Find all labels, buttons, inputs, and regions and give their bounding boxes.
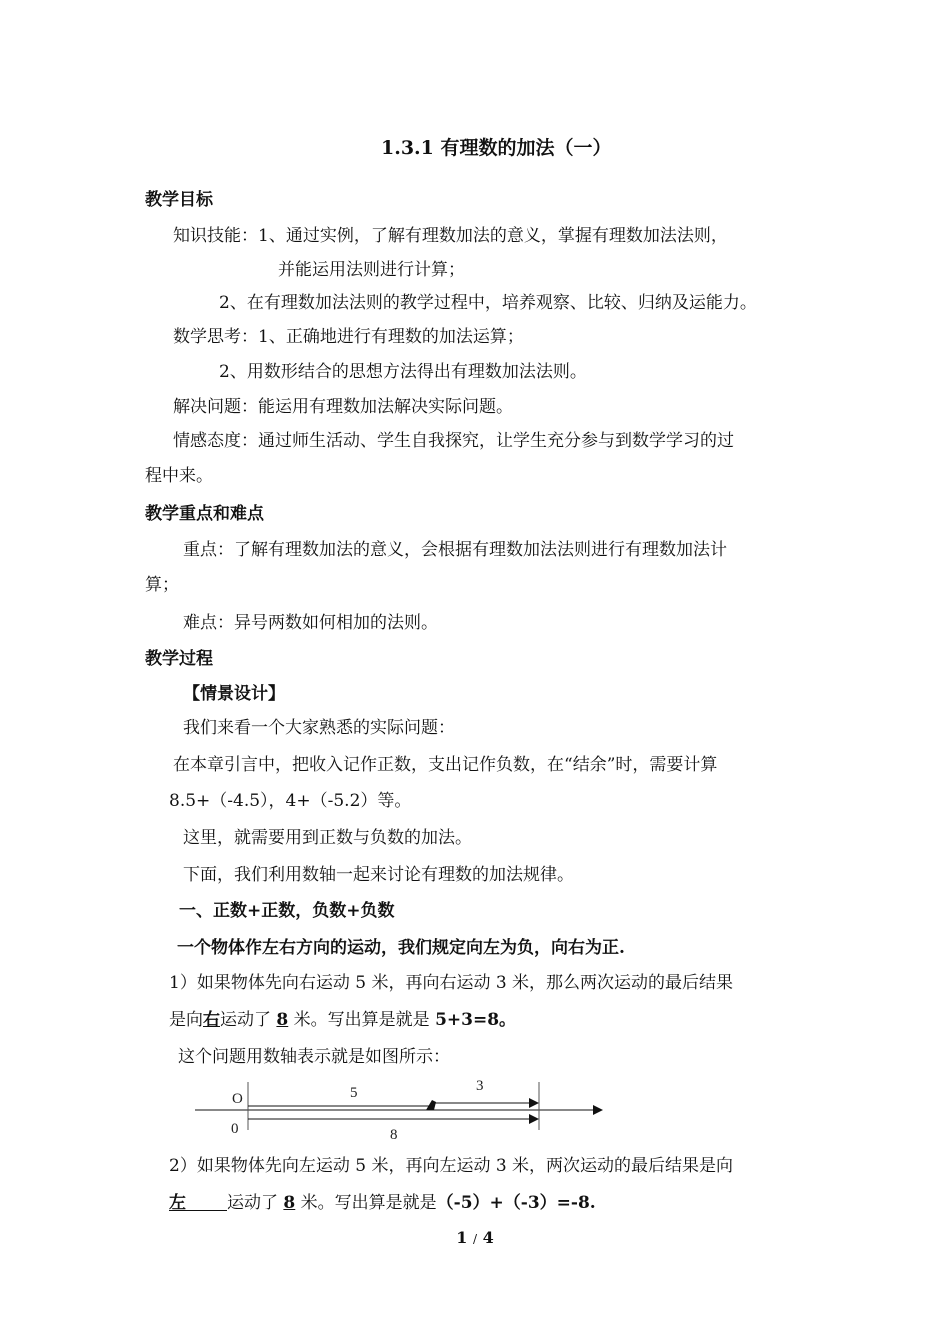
- total-pages: 4: [482, 1228, 494, 1247]
- question-2-middle: 运动了: [227, 1193, 284, 1213]
- question-1-line-1: 1）如果物体先向右运动 5 米，再向右运动 3 米，那么两次运动的最后结果: [169, 973, 734, 993]
- question-1-suffix: 米。写出算是就是: [288, 1010, 436, 1030]
- scene-design-label: 【情景设计】: [183, 684, 285, 704]
- goal-attitude-line-1: 情感态度：通过师生活动、学生自我探究，让学生充分参与到数学学习的过: [173, 431, 734, 451]
- goal-skill-line-2: 并能运用法则进行计算；: [278, 260, 465, 280]
- goal-thinking-1: 数学思考：1、正确地进行有理数的加法运算；: [173, 327, 524, 347]
- question-2-direction-blank: [169, 1192, 227, 1211]
- question-1-prefix: 是向: [169, 1010, 203, 1030]
- question-2-suffix: 米。写出算是就是: [295, 1193, 437, 1213]
- arrowhead-segment-5: [426, 1100, 436, 1110]
- question-1-middle: 运动了: [220, 1010, 277, 1030]
- goal-attitude-line-2: 程中来。: [145, 466, 213, 486]
- motion-convention: 一个物体作左右方向的运动，我们规定向左为负，向右为正.: [177, 938, 625, 958]
- question-1-line-2: [169, 1009, 516, 1031]
- process-paragraph-3: 这里，就需要用到正数与负数的加法。: [183, 828, 472, 848]
- segment-label-5: 5: [350, 1085, 358, 1101]
- key-focus-line-1: 重点：了解有理数加法的意义，会根据有理数加法法则进行有理数加法计: [183, 540, 727, 560]
- question-1-distance-answer: 8: [276, 1010, 289, 1030]
- question-1-diagram-intro: 这个问题用数轴表示就是如图所示：: [178, 1047, 450, 1067]
- segment-label-3: 3: [476, 1078, 484, 1094]
- question-1-equation: 5+3=8。: [435, 1010, 517, 1030]
- question-2-direction-answer: 左: [169, 1193, 186, 1213]
- process-paragraph-2-line-2: 8.5+（-4.5），4+（-5.2）等。: [169, 791, 412, 811]
- process-paragraph-4: 下面，我们利用数轴一起来讨论有理数的加法规律。: [183, 865, 574, 885]
- origin-label-upper: O: [232, 1091, 243, 1107]
- segment-label-8: 8: [390, 1127, 398, 1143]
- process-paragraph-2-line-1: 在本章引言中，把收入记作正数，支出记作负数，在“结余”时，需要计算: [173, 755, 718, 775]
- question-2-distance-answer: 8: [283, 1193, 296, 1213]
- process-paragraph-1: 我们来看一个大家熟悉的实际问题：: [183, 718, 455, 738]
- page-separator: /: [472, 1232, 478, 1246]
- question-2-line-2: [169, 1192, 596, 1214]
- goal-thinking-2: 2、用数形结合的思想方法得出有理数加法法则。: [219, 362, 587, 382]
- heading-teaching-process: 教学过程: [145, 649, 213, 669]
- page-title: 1.3.1 有理数的加法（一）: [381, 137, 612, 159]
- goal-problem: 解决问题：能运用有理数加法解决实际问题。: [173, 397, 513, 417]
- number-line-diagram: [190, 1078, 610, 1148]
- key-difficulty: 难点：异号两数如何相加的法则。: [183, 613, 438, 633]
- goal-skill-item-2: 2、在有理数加法法则的教学过程中，培养观察、比较、归纳及运能力。: [219, 293, 757, 313]
- current-page: 1: [456, 1228, 468, 1247]
- heading-teaching-goals: 教学目标: [145, 190, 213, 210]
- page-number-footer: [0, 1228, 950, 1247]
- question-2-line-1: 2）如果物体先向左运动 5 米，再向左运动 3 米，两次运动的最后结果是向: [169, 1156, 734, 1176]
- question-1-direction-answer: 右: [203, 1010, 220, 1030]
- key-focus-line-2: 算；: [145, 575, 179, 595]
- origin-label-lower: 0: [231, 1121, 239, 1137]
- subheading-positive-negative: 一、正数+正数，负数+负数: [179, 901, 395, 921]
- heading-key-points: 教学重点和难点: [145, 504, 264, 524]
- question-2-equation: （-5）+（-3）=-8.: [436, 1193, 596, 1213]
- goal-skill-line-1: 知识技能：1、通过实例，了解有理数加法的意义，掌握有理数加法法则，: [173, 226, 728, 246]
